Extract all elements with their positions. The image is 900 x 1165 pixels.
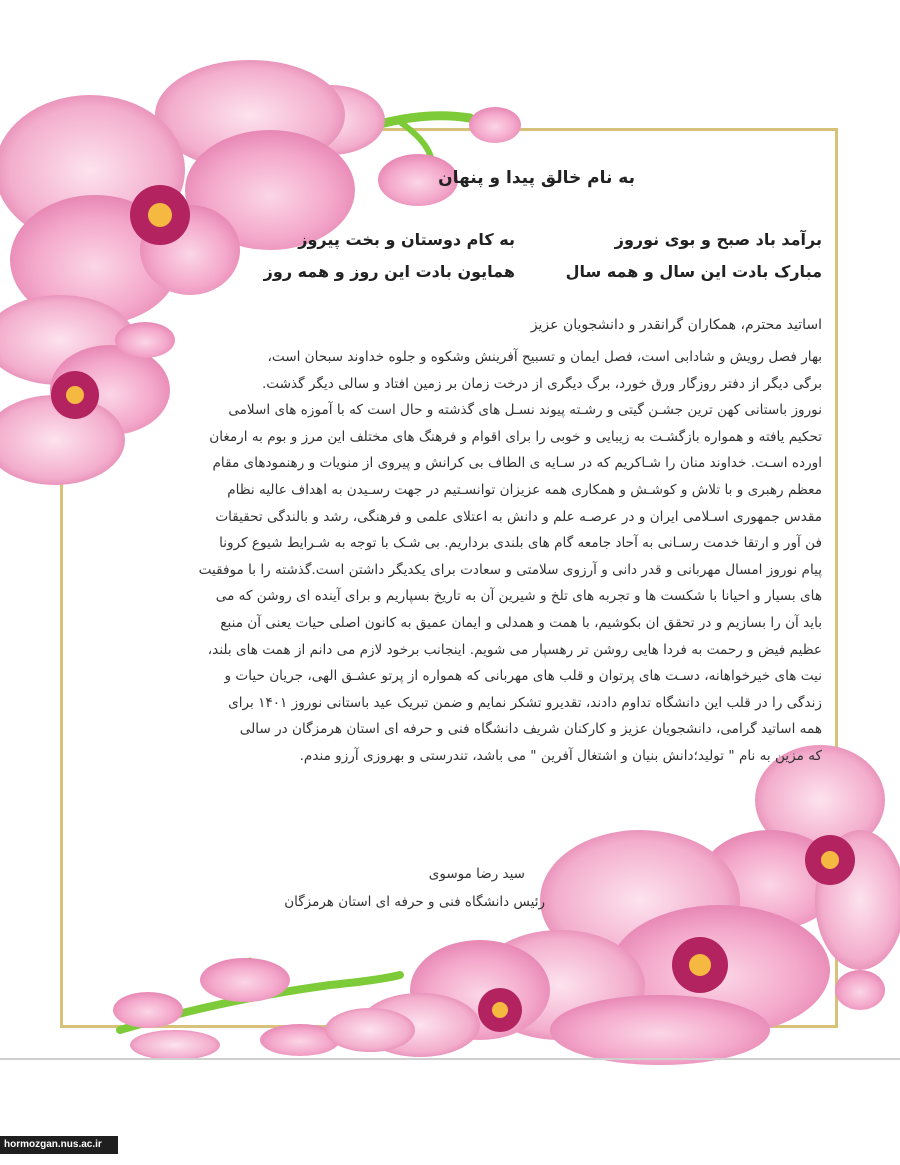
signature-name: سید رضا موسوی — [428, 866, 525, 882]
body-line: فن آور و ارتقا خدمت رسـانی به آحاد جامعه گام های بلندی برداریم. بی شـک با توجه به شـرایط شیوع کرونا — [219, 535, 822, 552]
body-line: های بسیار و احیانا با شکست ها و تجربه های تلخ و شیرین آن به تاریخ بسپاریم و برای آینده ای روشن که می — [215, 588, 822, 605]
body-line: عظیم فیض و رحمت به فردا هایی روشن تر رهسپار می شویم. اینجانب برخود لازم می دانم از همت های بلند، — [207, 641, 822, 658]
body-line: مقدس جمهوری اسـلامی ایران و در عرصـه علم و دانش به اعتلای علمی و فرهنگی، رشد و بالندگی تحقیقات — [215, 508, 822, 525]
poem-line-2-right: مبارک بادت این سال و همه سال — [565, 262, 822, 281]
orchid-bottom-left-stem — [113, 958, 415, 1060]
poem-line-1-right: برآمد باد صبح و بوی نوروز — [614, 230, 822, 249]
body-line: پیام نوروز امسال مهربانی و قدر دانی و آرزوی سلامتی و سعادت برای یکدیگر داشتن است.گذشته را با موفقیت — [198, 561, 822, 578]
body-line: زندگی را در قلب این دانشگاه تداوم دادند، تقدیرو تشکر نمایم و ضمن تبریک عید باستانی نوروز ۱۴۰۱ برای — [228, 694, 822, 711]
letter-body — [122, 344, 822, 770]
poem-line-1-left: به کام دوستان و بخت پیروز — [298, 230, 515, 249]
body-line: برگی دیگر از دفتر روزگار ورق خورد، برگ دیگری از درخت زمان بر زمین افتاد و سالی دیگر گذشت. — [261, 375, 822, 392]
body-line: نیت های خیرخواهانه، دسـت های پرتوان و قلب های مهربانی که همواره از پرتو عشـق الهی، جریان حیات و — [224, 668, 822, 685]
body-line: بهار فصل رویش و شادابی است، فصل ایمان و تسبیح آفرینش وشکوه و جلوه خداوند سبحان است، — [267, 349, 822, 365]
body-line: اورده اسـت. خداوند منان را شـاکریم که در سـایه ی الطاف بی کرانش و پیروی از منویات و رهنمودهای مقام — [212, 455, 822, 472]
signature-role: رئیس دانشگاه فنی و حرفه ای استان هرمزگان — [284, 894, 545, 910]
source-badge: hormozgan.nus.ac.ir — [0, 1136, 118, 1154]
body-line: همه اساتید گرامی، دانشجویان عزیز و کارکنان شریف دانشگاه فنی و حرفه ای استان هرمزگان در سالی — [239, 721, 822, 738]
salutation: اساتید محترم، همکاران گرانقدر و دانشجویان عزیز — [530, 317, 822, 333]
body-line: معظم رهبری و با تلاش و کوشـش و همکاری همه عزیزان توانسـتیم در جهت رسـیدن به اهداف عالیه نظام — [227, 481, 822, 498]
letter-title: به نام خالق پیدا و پنهان — [438, 168, 635, 188]
body-line: که مزین به نام " تولید؛دانش بنیان و اشتغال آفرین " می باشد، تندرستی و بهروزی آرزو مندم. — [299, 747, 822, 764]
bottom-divider — [0, 1058, 900, 1060]
body-line: باید آن را بسازیم و در تحقق ان بکوشیم، با همت و همدلی و ایمان عمیق به کانون اصلی حیات یعنی آن منبع — [220, 614, 822, 631]
poem-line-2-left: همایون بادت این روز و همه روز — [263, 262, 515, 281]
body-line: تحکیم یافته و همواره بازگشـت به زیبایی و خوبی را برای اقوام و فرهنگ های مختلف این مرز و بوم به ارمغان — [209, 428, 822, 445]
body-line: نوروز باستانی کهن ترین جشـن گیتی و رشـته پیوند نسـل های گذشته و حال است که با آموزه های اسلامی — [228, 402, 822, 419]
